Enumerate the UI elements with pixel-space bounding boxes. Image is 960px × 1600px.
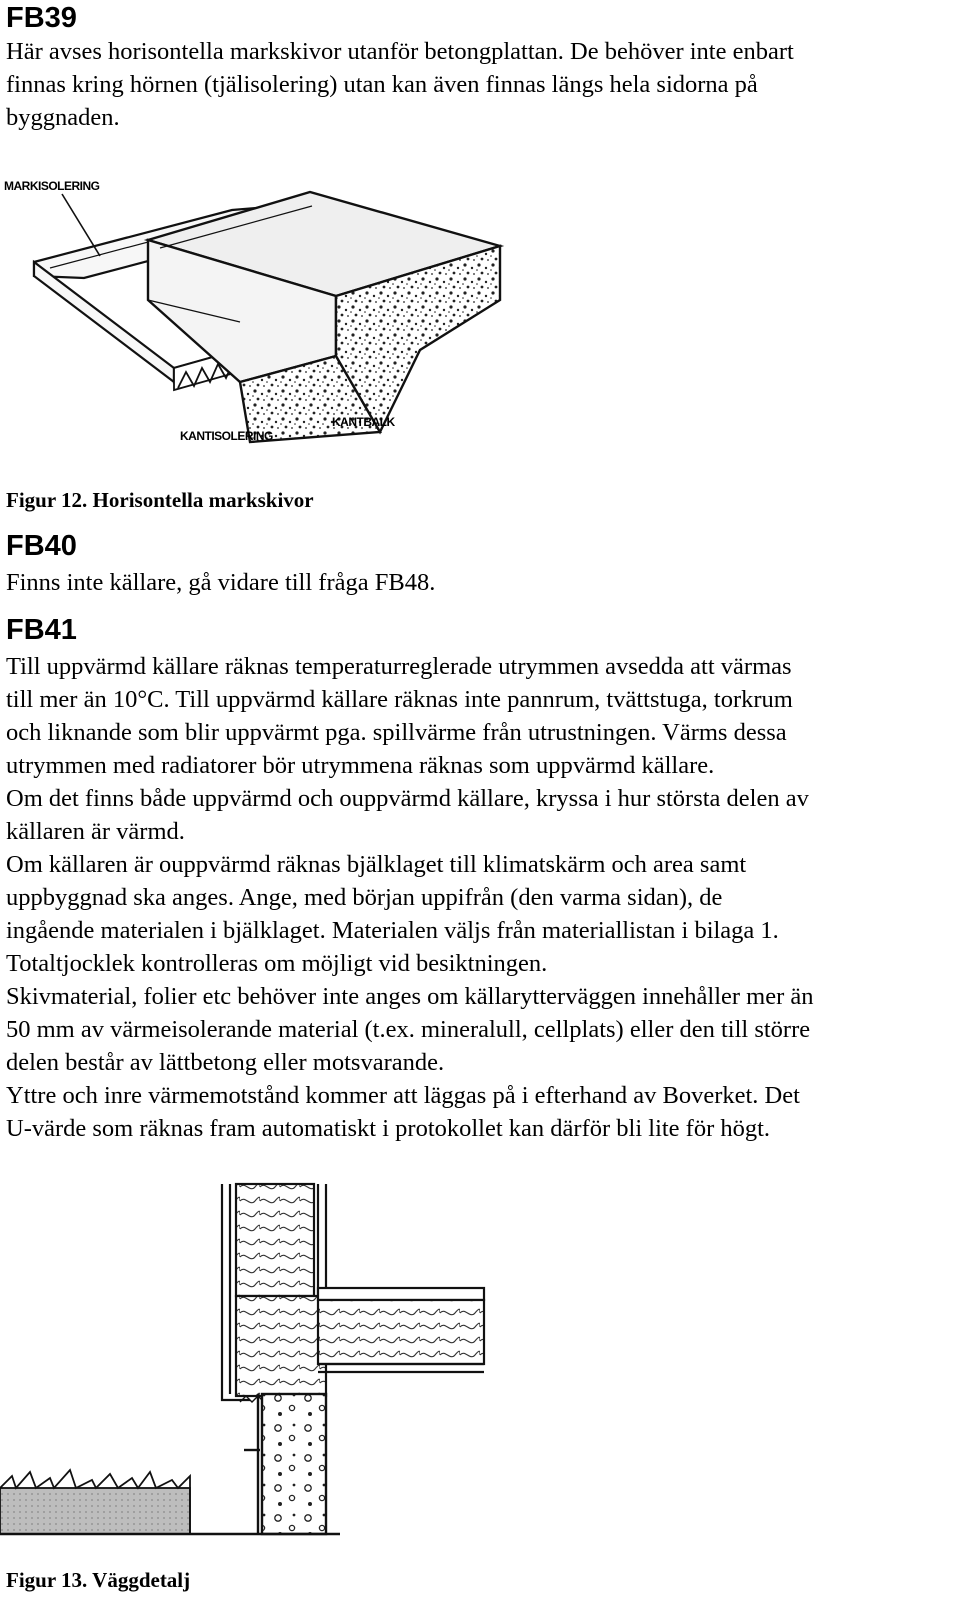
text-line: till mer än 10°C. Till uppvärmd källare räknas inte pannrum, tvättstuga, torkrum <box>6 686 793 713</box>
text-line: delen består av lättbetong eller motsvarande. <box>6 1049 445 1076</box>
text-line: Om källaren är ouppvärmd räknas bjälklaget till klimatskärm och area samt <box>6 851 747 878</box>
text-line: Om det finns både uppvärmd och ouppvärmd källare, kryssa i hur största delen av <box>6 785 809 812</box>
floor-joist-layer <box>318 1288 484 1372</box>
label-kantisolering: KANTISOLERING <box>180 429 273 443</box>
leader-line <box>62 194 100 256</box>
text-line: byggnaden. <box>6 104 120 131</box>
wall-section <box>222 1184 326 1402</box>
section-text-fb39 <box>6 35 946 134</box>
text-line: U-värde som räknas fram automatiskt i protokollet kan därför bli lite för högt. <box>6 1115 771 1142</box>
text-line: Till uppvärmd källare räknas temperaturreglerade utrymmen avsedda att värmas <box>6 653 792 680</box>
text-line: källaren är värmd. <box>6 818 185 845</box>
section-text-fb41 <box>6 650 946 1145</box>
label-markisolering: MARKISOLERING <box>4 179 100 193</box>
text-line: ingående materialen i bjälklaget. Materialen väljs från materiallistan i bilaga 1. <box>6 917 779 944</box>
text-line: och liknande som blir uppvärmt pga. spillvärme från utrustningen. Värms dessa <box>6 719 787 746</box>
concrete-slab <box>148 192 500 442</box>
section-heading-fb41: FB41 <box>6 614 77 646</box>
figure-13-caption: Figur 13. Väggdetalj <box>6 1568 191 1592</box>
text-line: 50 mm av värmeisolerande material (t.ex. mineralull, cellplats) eller den till större <box>6 1016 811 1043</box>
foundation-wall <box>244 1394 326 1534</box>
text-line: Skivmaterial, folier etc behöver inte anges om källarytterväggen innehåller mer än <box>6 983 814 1010</box>
text-line: Yttre och inre värmemotstånd kommer att läggas på i efterhand av Boverket. Det <box>6 1082 800 1109</box>
label-kantbalk: KANTBALK <box>332 415 395 429</box>
section-heading-fb39: FB39 <box>6 2 77 34</box>
text-line: finnas kring hörnen (tjälisolering) utan kan även finnas längs hela sidorna på <box>6 71 758 98</box>
figure-13-illustration <box>0 1180 500 1540</box>
text-line: Finns inte källare, gå vidare till fråga FB48. <box>6 569 436 596</box>
text-line: Totaltjocklek kontrolleras om möjligt vid besiktningen. <box>6 950 548 977</box>
section-text-fb40 <box>6 566 946 599</box>
figure-12-illustration <box>0 150 520 450</box>
figure-12-caption: Figur 12. Horisontella markskivor <box>6 488 314 512</box>
text-line: uppbyggnad ska anges. Ange, med början uppifrån (den varma sidan), de <box>6 884 723 911</box>
section-heading-fb40: FB40 <box>6 530 77 562</box>
text-line: utrymmen med radiatorer bör utrymmena räknas som uppvärmd källare. <box>6 752 715 779</box>
text-line: Här avses horisontella markskivor utanför betongplattan. De behöver inte enbart <box>6 38 794 65</box>
